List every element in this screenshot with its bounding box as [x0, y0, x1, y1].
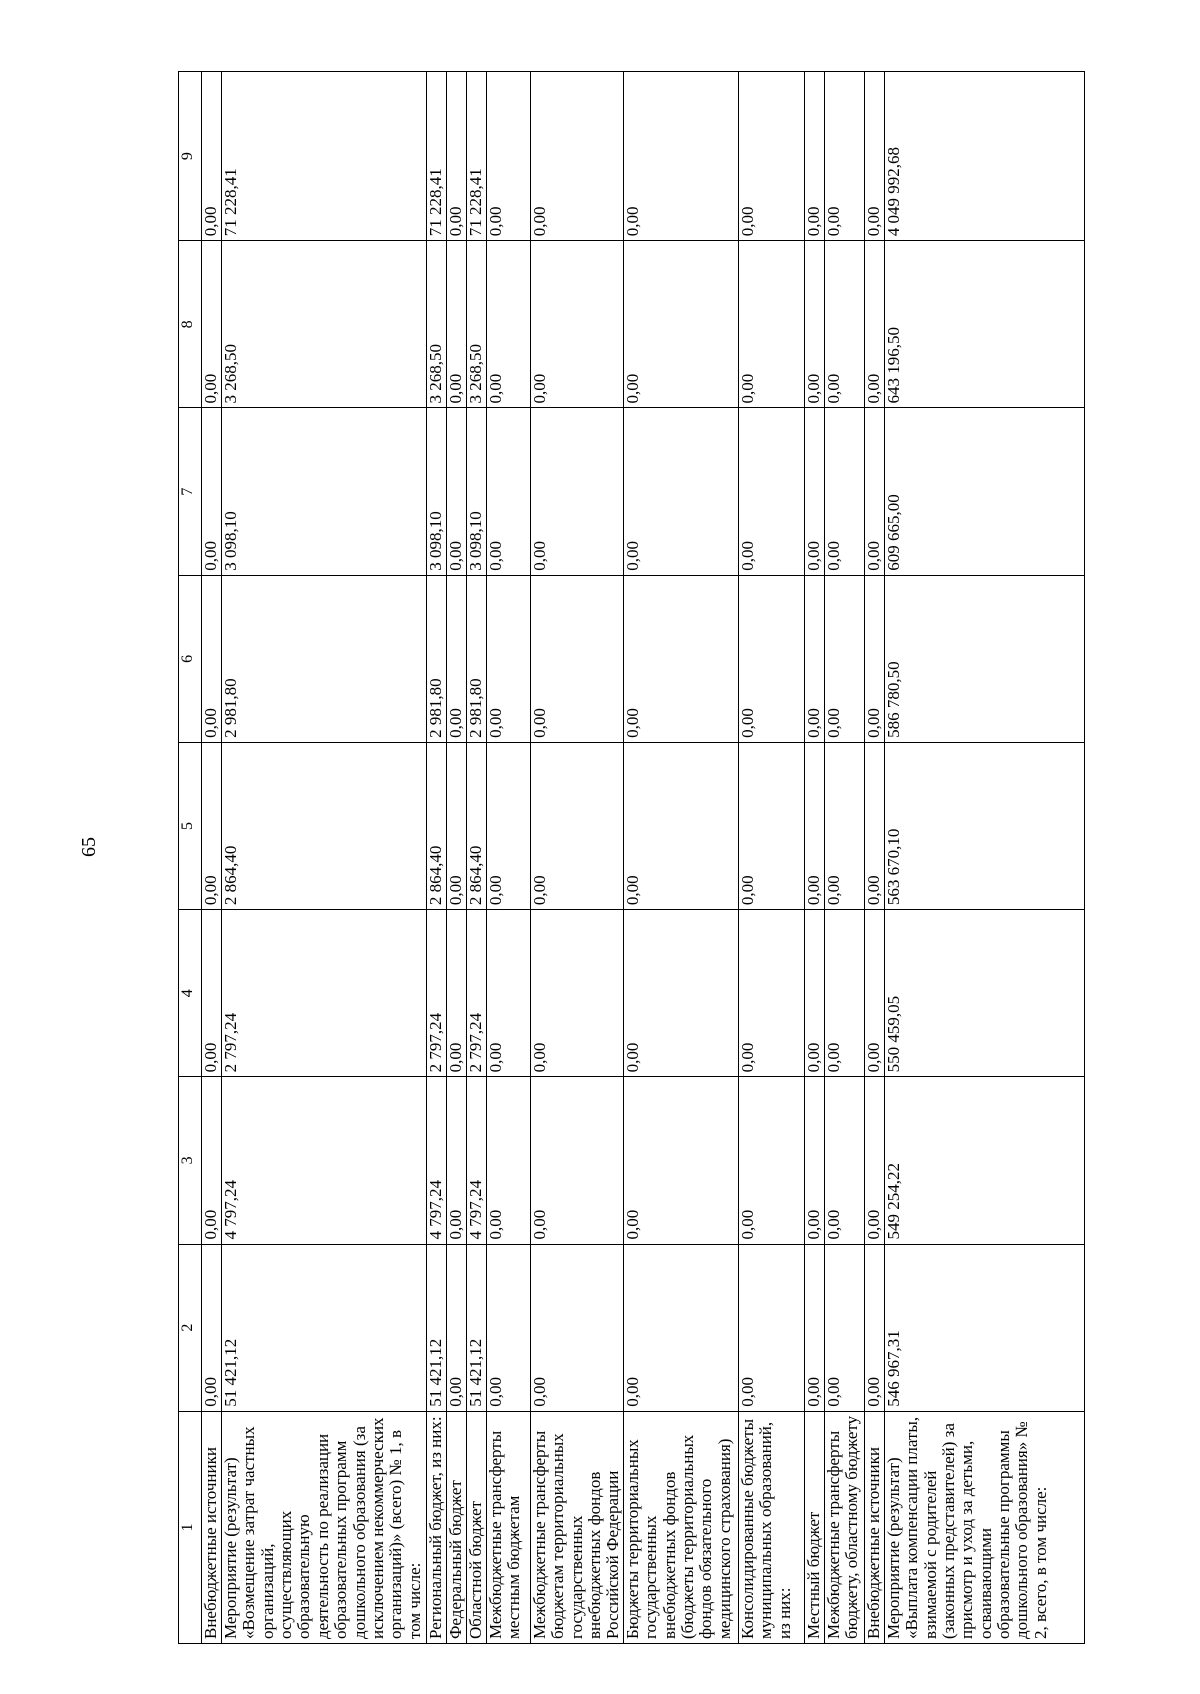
table-cell: 0,00 — [202, 72, 222, 241]
row-label: Внебюджетные источники — [864, 1411, 884, 1643]
column-header: 9 — [179, 72, 202, 241]
table-cell: 0,00 — [824, 910, 864, 1077]
table-cell: 2 797,24 — [222, 910, 427, 1077]
column-header: 1 — [179, 1411, 202, 1643]
table-cell: 0,00 — [447, 241, 467, 408]
table-cell: 0,00 — [804, 1077, 824, 1244]
table-cell: 0,00 — [623, 910, 738, 1077]
table-cell: 0,00 — [804, 241, 824, 408]
table-cell: 3 098,10 — [467, 408, 487, 575]
row-label: Межбюджетные трансферты бюджетам территориальных государственных внебюджетных фондов Российской Федерации — [531, 1411, 624, 1643]
table-cell: 0,00 — [738, 910, 804, 1077]
column-header: 2 — [179, 1244, 202, 1411]
column-header: 5 — [179, 742, 202, 909]
row-label: Мероприятие (результат) «Возмещение затрат частных организаций, осуществляющих образовательную деятельность по реализации образовательных программ дошкольного образования (за исключением некоммерческих организаций)» (всего) № 1, в том числе: — [222, 1411, 427, 1643]
table-cell: 0,00 — [804, 910, 824, 1077]
table-cell: 609 665,00 — [884, 408, 1084, 575]
table-cell: 0,00 — [738, 1244, 804, 1411]
table-cell: 0,00 — [447, 910, 467, 1077]
table-cell: 2 797,24 — [427, 910, 447, 1077]
table-cell: 0,00 — [804, 575, 824, 742]
table-cell: 0,00 — [864, 408, 884, 575]
table-cell: 0,00 — [202, 910, 222, 1077]
header-row — [179, 72, 202, 1644]
table-cell: 550 459,05 — [884, 910, 1084, 1077]
table-cell: 0,00 — [487, 742, 531, 909]
table-cell: 71 228,41 — [222, 72, 427, 241]
row-label: Областной бюджет — [467, 1411, 487, 1643]
table-cell: 3 268,50 — [467, 241, 487, 408]
table-cell: 549 254,22 — [884, 1077, 1084, 1244]
table-row — [824, 72, 864, 1644]
table-cell: 0,00 — [447, 575, 467, 742]
column-header: 6 — [179, 575, 202, 742]
table-row — [738, 72, 804, 1644]
table-cell: 0,00 — [202, 1244, 222, 1411]
table-cell: 0,00 — [487, 72, 531, 241]
table-cell: 3 098,10 — [427, 408, 447, 575]
table-cell: 0,00 — [804, 408, 824, 575]
table-cell: 0,00 — [864, 575, 884, 742]
table-cell: 643 196,50 — [884, 241, 1084, 408]
row-label: Региональный бюджет, из них: — [427, 1411, 447, 1643]
table-cell: 71 228,41 — [427, 72, 447, 241]
column-header: 3 — [179, 1077, 202, 1244]
table-cell: 0,00 — [487, 910, 531, 1077]
row-label: Местный бюджет — [804, 1411, 824, 1643]
table-cell: 0,00 — [202, 241, 222, 408]
table-cell: 0,00 — [202, 1077, 222, 1244]
table-row — [487, 72, 531, 1644]
table-cell: 0,00 — [824, 1077, 864, 1244]
column-header: 8 — [179, 241, 202, 408]
row-label: Мероприятие (результат) «Выплата компенсации платы, взимаемой с родителей (законных представителей) за присмотр и уход за детьми, осваивающими образовательные программы дошкольного образования» № 2, всего, в том числе: — [884, 1411, 1084, 1643]
table-cell: 0,00 — [864, 910, 884, 1077]
table-row — [202, 72, 222, 1644]
table-cell: 563 670,10 — [884, 742, 1084, 909]
table-cell: 4 797,24 — [427, 1077, 447, 1244]
column-header: 7 — [179, 408, 202, 575]
table-row — [427, 72, 447, 1644]
table-cell: 0,00 — [531, 1244, 624, 1411]
table-cell: 0,00 — [531, 72, 624, 241]
table-cell: 0,00 — [623, 1244, 738, 1411]
table-row — [884, 72, 1084, 1644]
table-cell: 51 421,12 — [427, 1244, 447, 1411]
table-cell: 0,00 — [804, 72, 824, 241]
table-cell: 0,00 — [804, 742, 824, 909]
table-cell: 0,00 — [824, 742, 864, 909]
table-cell: 0,00 — [487, 408, 531, 575]
table-cell: 0,00 — [864, 72, 884, 241]
column-header: 4 — [179, 910, 202, 1077]
table-row — [864, 72, 884, 1644]
row-label: Консолидированные бюджеты муниципальных образований, из них: — [738, 1411, 804, 1643]
budget-table — [178, 71, 1085, 1644]
table-cell: 2 981,80 — [222, 575, 427, 742]
table-row — [531, 72, 624, 1644]
table-row — [222, 72, 427, 1644]
table-cell: 0,00 — [531, 1077, 624, 1244]
table-cell: 2 864,40 — [467, 742, 487, 909]
table-row — [467, 72, 487, 1644]
table-cell: 0,00 — [738, 241, 804, 408]
table-cell: 0,00 — [623, 1077, 738, 1244]
table-cell: 0,00 — [738, 575, 804, 742]
table-cell: 0,00 — [447, 742, 467, 909]
table-cell: 0,00 — [447, 72, 467, 241]
table-cell: 51 421,12 — [222, 1244, 427, 1411]
table-cell: 2 797,24 — [467, 910, 487, 1077]
table-cell: 0,00 — [804, 1244, 824, 1411]
table-cell: 0,00 — [531, 575, 624, 742]
table-cell: 0,00 — [202, 408, 222, 575]
table-cell: 2 864,40 — [427, 742, 447, 909]
table-cell: 0,00 — [487, 1077, 531, 1244]
table-cell: 0,00 — [531, 742, 624, 909]
table-cell: 0,00 — [623, 575, 738, 742]
table-cell: 0,00 — [202, 742, 222, 909]
row-label: Внебюджетные источники — [202, 1411, 222, 1643]
table-cell: 0,00 — [824, 575, 864, 742]
table-row — [447, 72, 467, 1644]
table-cell: 0,00 — [487, 1244, 531, 1411]
table-cell: 2 981,80 — [467, 575, 487, 742]
table-cell: 0,00 — [738, 1077, 804, 1244]
table-cell: 0,00 — [487, 241, 531, 408]
table-cell: 0,00 — [447, 1244, 467, 1411]
table-cell: 0,00 — [824, 241, 864, 408]
table-cell: 0,00 — [447, 1077, 467, 1244]
table-cell: 0,00 — [864, 1077, 884, 1244]
page-number: 65 — [78, 837, 100, 857]
table-cell: 0,00 — [623, 408, 738, 575]
table-cell: 0,00 — [531, 241, 624, 408]
table-cell: 0,00 — [487, 575, 531, 742]
table-row — [623, 72, 738, 1644]
row-label: Бюджеты территориальных государственных внебюджетных фондов (бюджеты территориальных фондов обязательного медицинского страхования) — [623, 1411, 738, 1643]
table-cell: 71 228,41 — [467, 72, 487, 241]
table-cell: 3 268,50 — [222, 241, 427, 408]
table-cell: 0,00 — [623, 72, 738, 241]
table-cell: 0,00 — [864, 241, 884, 408]
table-cell: 0,00 — [824, 1244, 864, 1411]
table-cell: 0,00 — [824, 408, 864, 575]
table-cell: 0,00 — [202, 575, 222, 742]
table-cell: 0,00 — [864, 742, 884, 909]
row-label: Федеральный бюджет — [447, 1411, 467, 1643]
table-cell: 4 049 992,68 — [884, 72, 1084, 241]
table-cell: 2 864,40 — [222, 742, 427, 909]
table-cell: 0,00 — [738, 72, 804, 241]
table-cell: 0,00 — [531, 408, 624, 575]
table-cell: 586 780,50 — [884, 575, 1084, 742]
row-label: Межбюджетные трансферты местным бюджетам — [487, 1411, 531, 1643]
table-cell: 0,00 — [531, 910, 624, 1077]
table-cell: 0,00 — [447, 408, 467, 575]
table-body — [202, 72, 1085, 1644]
table-cell: 0,00 — [824, 72, 864, 241]
table-cell: 2 981,80 — [427, 575, 447, 742]
table-cell: 0,00 — [864, 1244, 884, 1411]
table-row — [804, 72, 824, 1644]
table-cell: 0,00 — [623, 241, 738, 408]
table-cell: 0,00 — [738, 408, 804, 575]
table-cell: 0,00 — [738, 742, 804, 909]
table-cell: 4 797,24 — [467, 1077, 487, 1244]
table-cell: 0,00 — [623, 742, 738, 909]
table-cell: 546 967,31 — [884, 1244, 1084, 1411]
table-cell: 51 421,12 — [467, 1244, 487, 1411]
row-label: Межбюджетные трансферты бюджету, областному бюджету — [824, 1411, 864, 1643]
table-cell: 3 098,10 — [222, 408, 427, 575]
table-cell: 3 268,50 — [427, 241, 447, 408]
table-cell: 4 797,24 — [222, 1077, 427, 1244]
